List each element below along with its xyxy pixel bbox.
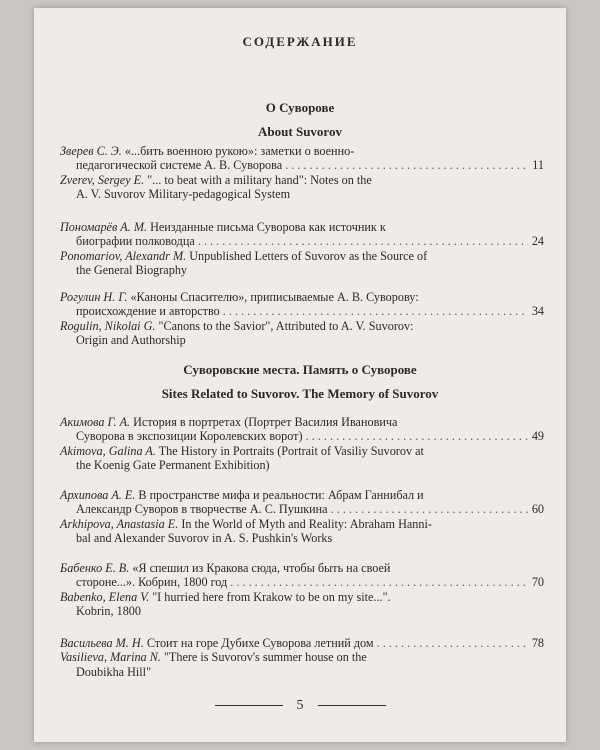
title-ru-line: биографии полководца [76,234,195,249]
page-number: 60 [528,502,544,516]
title-ru-line: Неизданные письма Суворова как источник к [147,220,386,234]
title-en-line: the General Biography [76,263,188,278]
author-en: Rogulin, Nikolai G. [60,318,156,333]
document-page [34,8,566,742]
author-ru: Зверев С. Э. [60,144,122,158]
title-en-line: "I hurried here from Krakow to be on my site...". [149,589,391,604]
page-number: 34 [528,304,544,318]
section-title-en: About Suvorov [258,124,342,139]
page-number: 78 [528,636,544,650]
footer-page-number: 5 [296,698,304,713]
title-ru-line: «Каноны Спасителю», приписываемые А. В. Суворову: [127,290,419,304]
title-ru-line: «Я спешил из Кракова сюда, чтобы быть на своей [129,561,391,575]
title-en-line: Kobrin, 1800 [76,604,141,619]
author-en: Babenko, Elena V. [60,589,150,604]
page-heading: СОДЕРЖАНИЕ [242,34,358,49]
section-title-ru: Суворовские места. Память о Суворове [183,362,417,377]
title-ru-line: История в портретах (Портрет Василия Ивановича [130,415,398,429]
title-en-line: In the World of Myth and Reality: Abraham Hanni- [178,516,432,531]
title-ru-line: «...бить военною рукою»: заметки о военно- [121,144,355,158]
author-ru: Акимова Г. А. [60,415,131,429]
author-en: Arkhipova, Anastasia E. [60,516,179,531]
page-number: 24 [528,234,544,248]
toc-entry[interactable] [60,415,544,473]
toc-entry[interactable] [60,144,544,202]
toc-entry[interactable] [60,636,544,679]
section-title-ru: О Суворове [265,100,335,115]
title-ru-line: педагогической системе А. В. Суворова [76,158,283,173]
title-ru-line: происхождение и авторство [76,304,220,319]
footer-rule-right [318,705,386,706]
page-number: 70 [528,575,544,589]
title-en-line: "... to beat with a military hand": Notes on the [144,172,372,187]
toc-entry[interactable] [60,290,544,348]
title-ru-line: Суворова в экспозиции Королевских ворот) [76,429,303,444]
title-ru-line: Стоит на горе Дубихе Суворова летний дом [143,636,374,650]
title-en-line: bal and Alexander Suvorov in A. S. Pushkin's Works [76,531,333,546]
footer-rule-left [215,705,283,706]
page-number: 49 [528,429,544,443]
toc-entry[interactable] [60,220,544,278]
toc-entry[interactable] [60,561,544,619]
author-ru: Пономарёв А. М. [60,220,148,234]
title-en-line: Doubikha Hill" [76,664,152,679]
author-en: Ponomariov, Alexandr M. [60,248,187,263]
title-en-line: "There is Suvorov's summer house on the [160,650,367,665]
title-en-line: "Canons to the Savior", Attributed to A. V. Suvorov: [155,318,414,333]
title-en-line: A. V. Suvorov Military-pedagogical System [76,187,291,202]
toc-entry[interactable] [60,488,544,546]
author-ru: Васильева М. Н. [60,636,144,650]
title-en-line: Origin and Authorship [76,333,186,348]
page-footer [34,698,566,714]
author-en: Akimova, Galina A. [60,443,156,458]
author-en: Vasilieva, Marina N. [60,650,161,665]
section-title-en: Sites Related to Suvorov. The Memory of Suvorov [161,386,439,401]
author-ru: Рогулин Н. Г. [60,290,128,304]
author-ru: Архипова А. Е. [60,488,136,502]
title-en-line: The History in Portraits (Portrait of Vasiliy Suvorov at [155,443,424,458]
title-en-line: Unpublished Letters of Suvorov as the Source of [186,248,428,263]
title-en-line: the Koenig Gate Permanent Exhibition) [76,458,270,473]
author-en: Zverev, Sergey E. [60,172,145,187]
title-ru-line: В пространстве мифа и реальности: Абрам Ганнибал и [135,488,424,502]
title-ru-line: Александр Суворов в творчестве А. С. Пушкина [76,502,328,517]
title-ru-line: стороне...». Кобрин, 1800 год [76,575,228,590]
author-ru: Бабенко Е. В. [60,561,130,575]
page-number: 11 [528,158,544,172]
